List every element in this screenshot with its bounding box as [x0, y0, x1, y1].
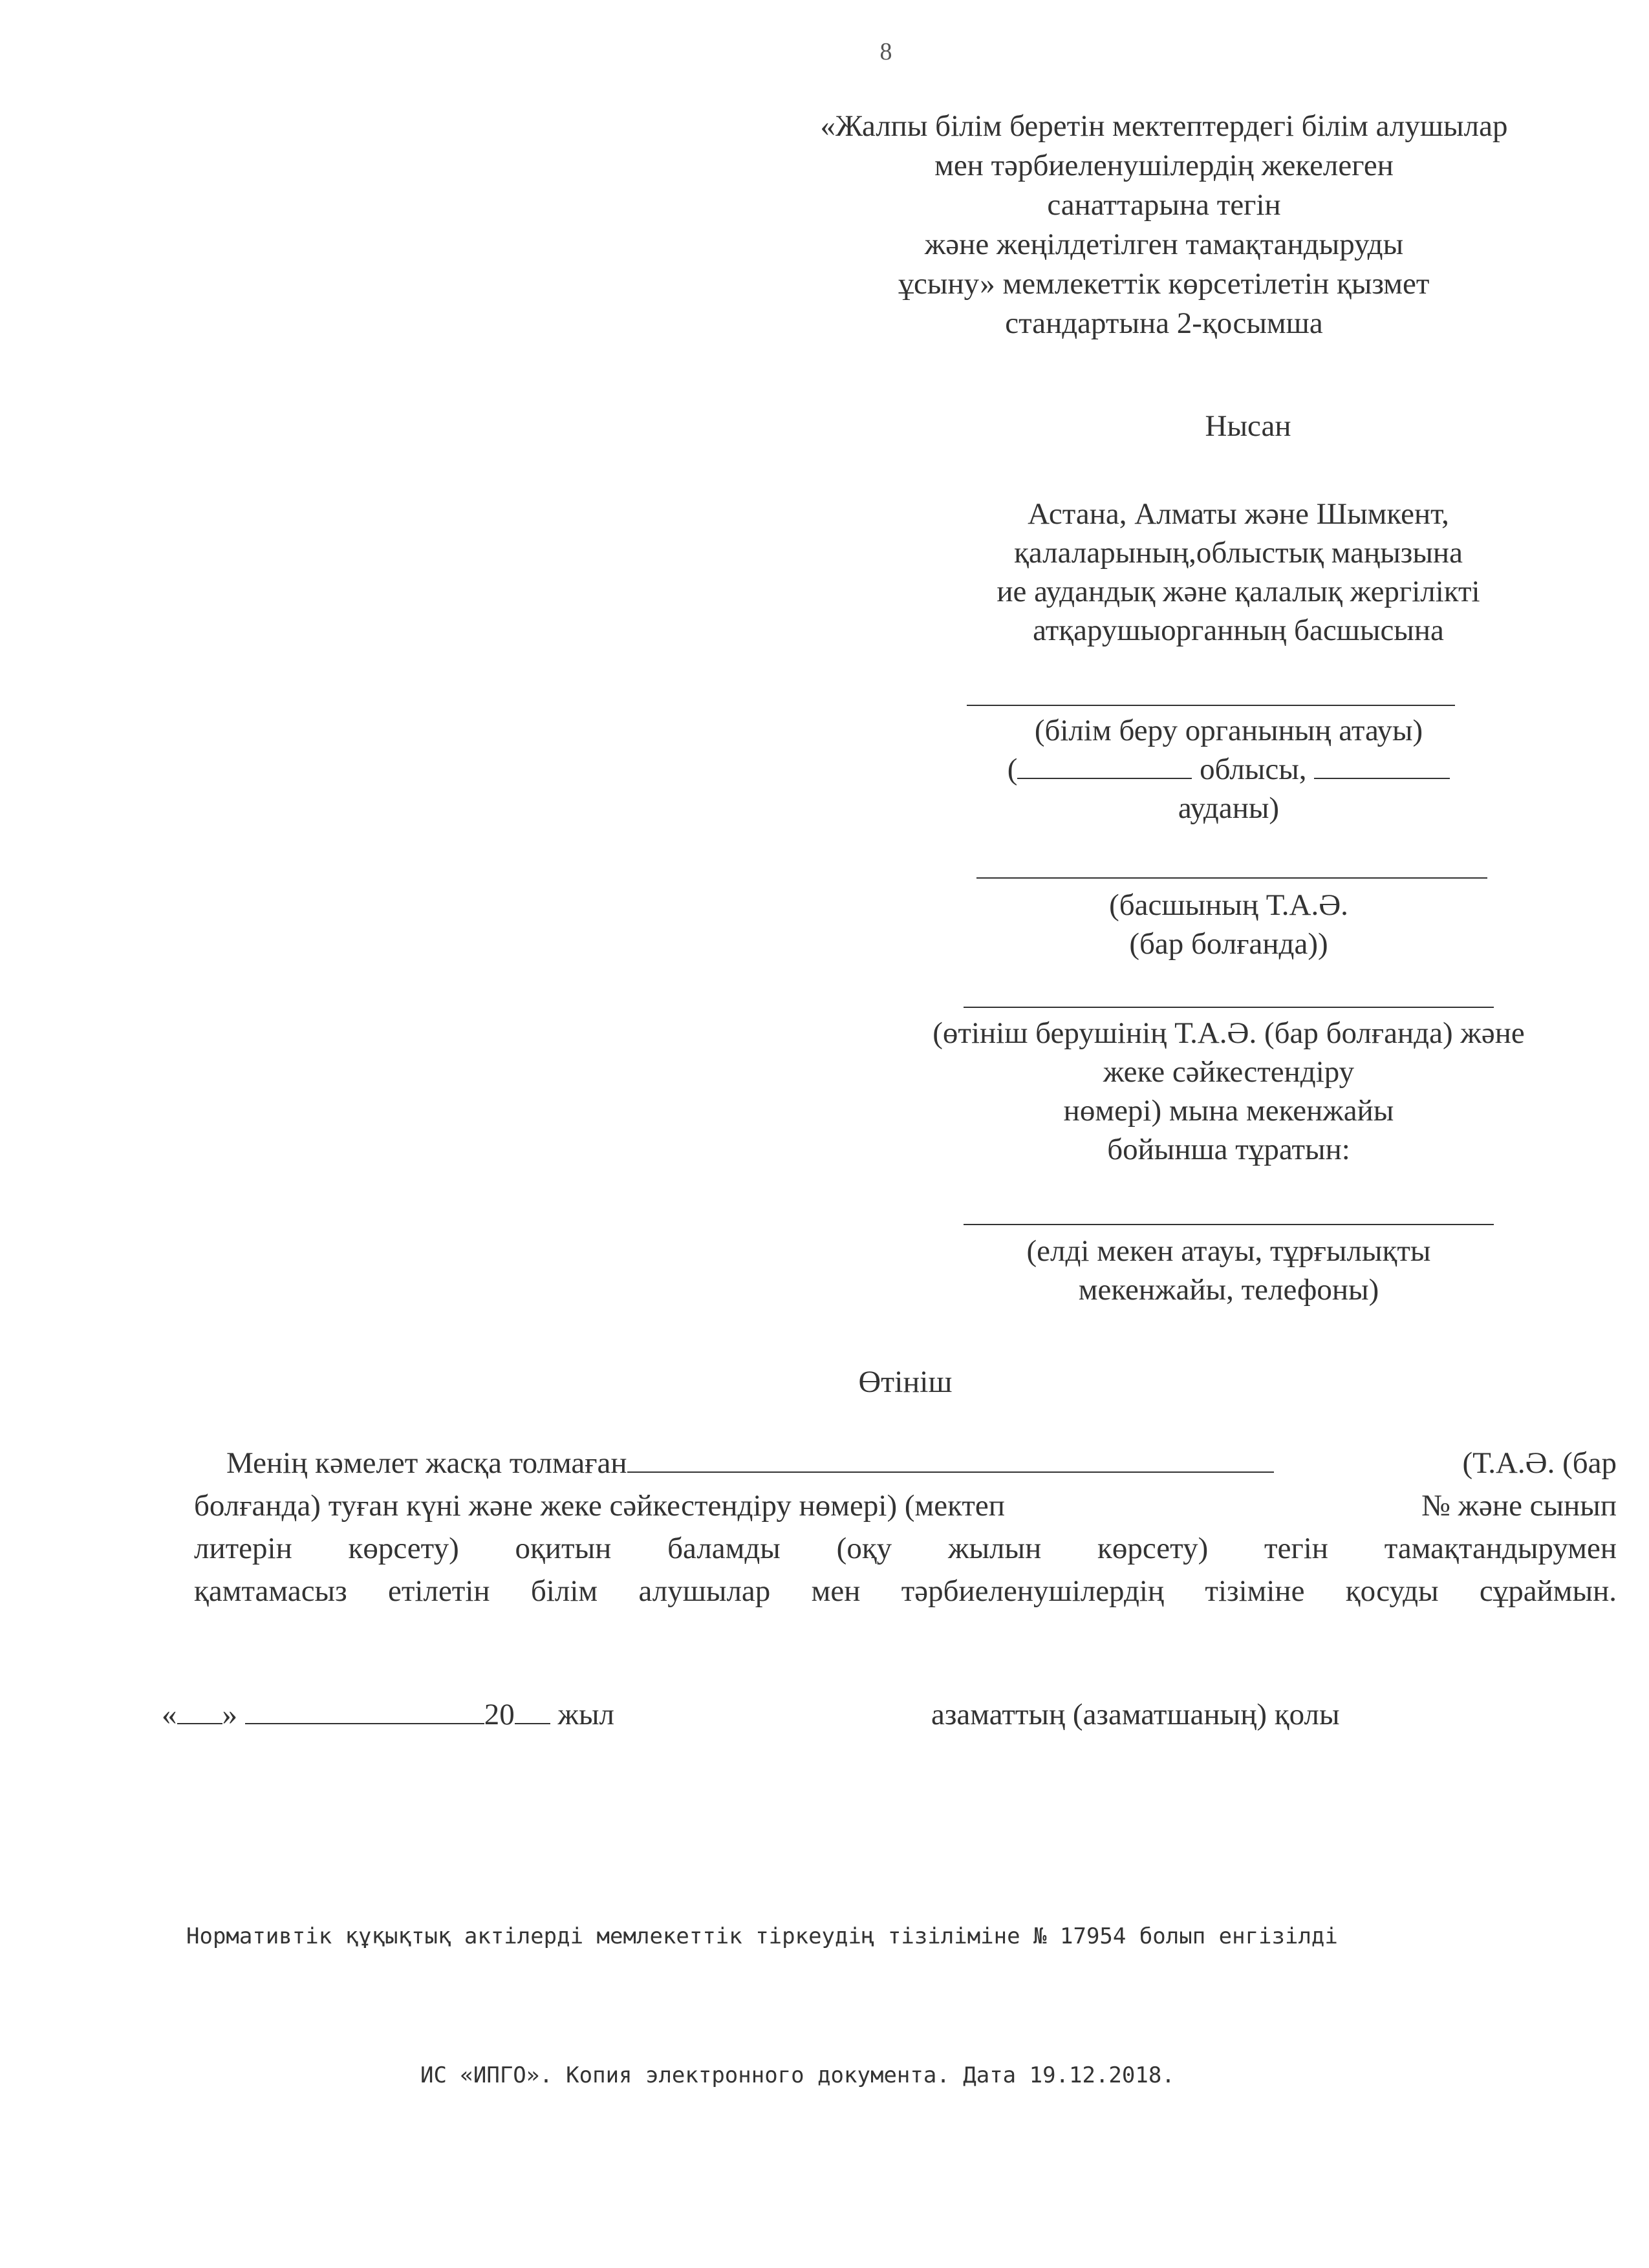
address-hint: (елді мекен атауы, тұрғылықты	[1026, 1234, 1431, 1268]
applicant-hint-line: бойынша тұратын:	[1107, 1133, 1350, 1166]
ipgo-copy-footer: ИС «ИПГО». Копия электронного документа. Дата 19.12.2018.	[420, 2062, 1175, 2088]
head-name-hint: (басшының Т.А.Ә.	[1109, 888, 1348, 922]
addressee-block	[892, 495, 1584, 650]
body-row-4: қамтамасыз етілетін білім алушылар мен тәрбиеленушілердің тізіміне қосуды сұраймын.	[194, 1574, 1617, 1608]
body-row2-b: № және сынып	[1421, 1489, 1617, 1523]
region-label: облысы,	[1200, 753, 1307, 786]
body-row-1	[194, 1442, 1617, 1484]
application-title: Өтініш	[858, 1365, 953, 1399]
addressee-line: Астана, Алматы және Шымкент,	[1028, 497, 1449, 531]
form-label: Нысан	[1205, 409, 1291, 443]
region-open-paren: (	[1007, 753, 1018, 786]
region-fill-blank[interactable]	[1017, 752, 1192, 779]
district-label: ауданы)	[1178, 791, 1280, 825]
org-name-fill-line[interactable]	[967, 705, 1455, 706]
annex-line: санаттарына тегін	[1047, 188, 1281, 222]
page-number: 8	[879, 38, 892, 65]
applicant-hint-line: жеке сәйкестендіру	[1103, 1055, 1355, 1089]
month-fill-blank[interactable]	[245, 1697, 484, 1724]
head-block	[841, 886, 1617, 963]
application-body	[194, 1442, 1617, 1612]
applicant-hint-line: нөмері) мына мекенжайы	[1063, 1094, 1394, 1128]
head-name-hint-2: (бар болғанда))	[1129, 927, 1328, 961]
applicant-block	[841, 1014, 1617, 1169]
annex-line: және жеңілдетілген тамақтандыруды	[924, 228, 1404, 261]
org-name-hint: (білім беру органының атауы)	[1034, 714, 1423, 747]
addressee-line: ие аудандық және қалалық жергілікті	[997, 575, 1480, 608]
body-row2-a: болғанда) туған күні және жеке сәйкестендіру нөмері) (мектеп	[194, 1489, 1005, 1523]
org-block	[841, 711, 1617, 828]
address-fill-line[interactable]	[964, 1224, 1494, 1225]
annex-line: стандартына 2-қосымша	[1005, 306, 1323, 340]
signature-label: азаматтың (азаматшаның) қолы	[931, 1698, 1340, 1731]
addressee-line: атқарушыорганның басшысына	[1033, 614, 1444, 647]
year-fill-blank[interactable]	[515, 1697, 550, 1724]
body-row1-start: Менің кәмелет жасқа толмаған	[226, 1446, 627, 1480]
applicant-hint-line: (өтініш берушінің Т.А.Ә. (бар болғанда) және	[932, 1016, 1525, 1050]
annex-line: ұсыну» мемлекеттік көрсетілетін қызмет	[898, 267, 1430, 301]
year-suffix: жыл	[557, 1698, 615, 1731]
annex-line: «Жалпы білім беретін мектептердегі білім алушылар	[820, 109, 1508, 143]
address-block	[841, 1232, 1617, 1309]
date-close-quote: »	[222, 1698, 237, 1731]
region-line	[841, 750, 1617, 789]
address-hint-2: мекенжайы, телефоны)	[1078, 1273, 1379, 1307]
applicant-fill-line[interactable]	[964, 1007, 1494, 1008]
body-row-3: литерін көрсету) оқитын баламды (оқу жылын көрсету) тегін тамақтандырумен	[194, 1532, 1617, 1565]
district-fill-blank[interactable]	[1314, 752, 1450, 779]
date-open-quote: «	[162, 1698, 177, 1731]
body-row1-end: (Т.А.Ә. (бар	[1462, 1446, 1617, 1480]
day-fill-blank[interactable]	[177, 1697, 222, 1724]
year-prefix: 20	[484, 1698, 515, 1731]
body-row-2	[194, 1484, 1617, 1527]
head-name-fill-line[interactable]	[976, 877, 1487, 879]
annex-heading	[731, 107, 1597, 343]
child-name-fill-blank[interactable]	[627, 1446, 1274, 1473]
date-field	[162, 1697, 614, 1732]
registration-footer: Нормативтік құқықтық актілерді мемлекеттік тіркеудің тізіліміне № 17954 болып енгізілді	[186, 1923, 1338, 1949]
annex-line: мен тәрбиеленушілердің жекелеген	[934, 149, 1394, 182]
addressee-line: қалаларының,облыстық маңызына	[1014, 536, 1463, 570]
